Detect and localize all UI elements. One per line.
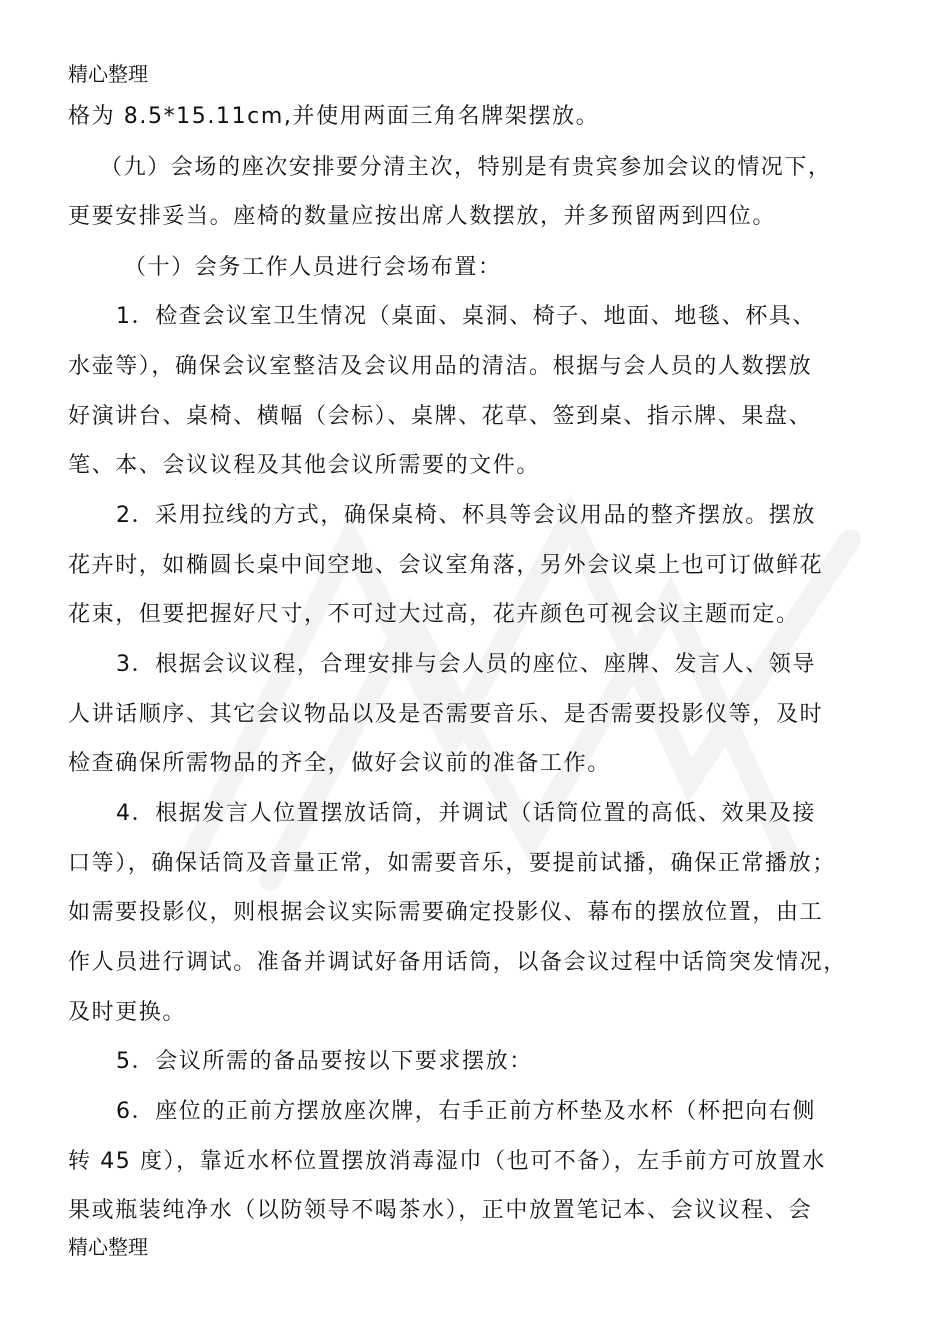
text-line: 2．采用拉线的方式，确保桌椅、杯具等会议用品的整齐摆放。摆放 xyxy=(116,503,816,528)
text-line: 人讲话顺序、其它会议物品以及是否需要音乐、是否需要投影仪等，及时 xyxy=(68,702,824,727)
watermark-graphic xyxy=(150,480,910,900)
text-line: 好演讲台、桌椅、横幅（会标）、桌牌、花草、签到桌、指示牌、果盘、 xyxy=(68,404,813,429)
text-line: 检查确保所需物品的齐全，做好会议前的准备工作。 xyxy=(68,751,611,776)
text-line: 笔、本、会议议程及其他会议所需要的文件。 xyxy=(68,453,541,478)
text-line: 果或瓶装纯净水（以防领导不喝茶水），正中放置笔记本、会议议程、会 xyxy=(68,1198,813,1223)
text-line: 花束，但要把握好尺寸，不可过大过高，花卉颜色可视会议主题而定。 xyxy=(68,602,800,627)
text-line: 3．根据会议议程，合理安排与会人员的座位、座牌、发言人、领导 xyxy=(116,652,816,677)
text-line: 口等），确保话筒及音量正常，如需要音乐，要提前试播，确保正常播放； xyxy=(68,851,836,876)
text-line: 转 45 度），靠近水杯位置摆放消毒湿巾（也可不备），左手前方可放置水 xyxy=(68,1149,826,1174)
text-line: 格为 8.5*15.11cm,并使用两面三角名牌架摆放。 xyxy=(68,104,600,129)
text-line: 如需要投影仪，则根据会议实际需要确定投影仪、幕布的摆放位置，由工 xyxy=(68,900,824,925)
page-footer-label: 精心整理 xyxy=(68,1235,148,1259)
text-line: （九）会场的座次安排要分清主次，特别是有贵宾参加会议的情况下， xyxy=(100,155,832,180)
text-line: （十）会务工作人员进行会场布置： xyxy=(124,255,502,280)
text-line: 4．根据发言人位置摆放话筒，并调试（话筒位置的高低、效果及接 xyxy=(116,801,816,826)
text-line: 1．检查会议室卫生情况（桌面、桌洞、椅子、地面、地毯、杯具、 xyxy=(116,304,816,329)
text-line: 更要安排妥当。座椅的数量应按出席人数摆放，并多预留两到四位。 xyxy=(68,204,777,229)
page-header-label: 精心整理 xyxy=(68,62,148,86)
text-line: 作人员进行调试。准备并调试好备用话筒，以备会议过程中话筒突发情况， xyxy=(68,950,847,975)
text-line: 水壶等），确保会议室整洁及会议用品的清洁。根据与会人员的人数摆放 xyxy=(68,354,813,379)
text-line: 花卉时，如椭圆长桌中间空地、会议室角落，另外会议桌上也可订做鲜花 xyxy=(68,553,824,578)
text-line: 5．会议所需的备品要按以下要求摆放： xyxy=(116,1049,533,1074)
text-line: 及时更换。 xyxy=(68,1000,187,1025)
text-line: 6．座位的正前方摆放座次牌，右手正前方杯垫及水杯（杯把向右侧 xyxy=(116,1099,816,1124)
